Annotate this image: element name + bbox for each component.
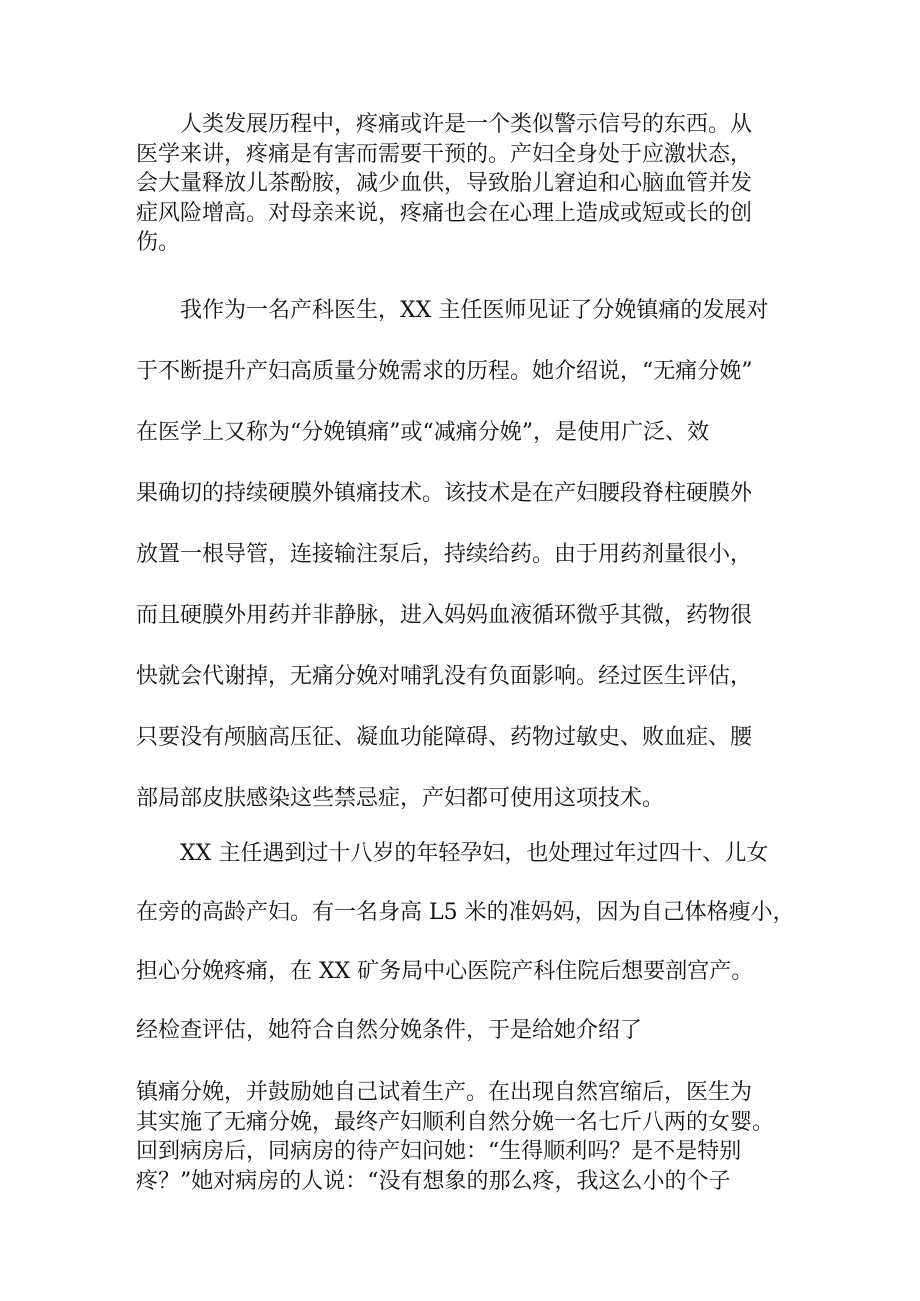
text-line: 镇痛分娩，并鼓励她自己试着生产。在出现自然宫缩后，医生为	[136, 1080, 753, 1105]
text-line: 担心分娩疼痛，在 XX 矿务局中心医院产科住院后想要剖宫产。	[136, 959, 754, 984]
text-line: 果确切的持续硬膜外镇痛技术。该技术是在产妇腰段脊柱硬膜外	[136, 481, 753, 506]
text-line: 只要没有颅脑高压征、凝血功能障碍、药物过敏史、败血症、腰	[136, 725, 753, 750]
paragraph-patient-case	[136, 824, 800, 1060]
text-line: 会大量释放儿茶酚胺，减少血供，导致胎儿窘迫和心脑血管并发	[136, 171, 753, 196]
text-line: 部局部皮肤感染这些禁忌症，产妇都可使用这项技术。	[136, 786, 665, 811]
text-line: 人类发展历程中，疼痛或许是一个类似警示信号的东西。从	[136, 112, 753, 137]
text-line: 其实施了无痛分娩，最终产妇顺利自然分娩一名七斤八两的女婴。	[136, 1109, 775, 1135]
text-line: 我作为一名产科医生，XX 主任医师见证了分娩镇痛的发展对	[136, 298, 769, 323]
text-line: 症风险增高。对母亲来说，疼痛也会在心理上造成或短或长的创	[136, 200, 753, 226]
text-line: 而且硬膜外用药并非静脉，进入妈妈血液循环微乎其微，药物很	[136, 603, 753, 628]
text-line: 快就会代谢掉，无痛分娩对哺乳没有负面影响。经过医生评估，	[136, 664, 753, 689]
text-line: 回到病房后，同病房的待产妇问她：“生得顺利吗？是不是特别	[136, 1139, 742, 1164]
paragraph-pain-warning	[136, 110, 800, 258]
text-line: 伤。	[136, 230, 181, 255]
paragraph-delivery-outcome	[136, 1078, 800, 1196]
text-line: 放置一根导管，连接输注泵后，持续给药。由于用药剂量很小，	[136, 542, 753, 567]
text-line: XX 主任遇到过十八岁的年轻孕妇，也处理过年过四十、儿女	[136, 841, 769, 866]
text-line: 疼？”她对病房的人说：“没有想象的那么疼，我这么小的个子	[136, 1168, 731, 1194]
text-line: 在医学上又称为“分娩镇痛”或“减痛分娩”，是使用广泛、效	[136, 420, 709, 445]
paragraph-epidural-analgesia	[136, 280, 800, 829]
text-line: 医学来讲，疼痛是有害而需要干预的。产妇全身处于应激状态，	[136, 141, 753, 167]
text-line: 于不断提升产妇高质量分娩需求的历程。她介绍说，“无痛分娩”	[136, 359, 753, 384]
text-line: 在旁的高龄产妇。有一名身高 L5 米的准妈妈，因为自己体格瘦小，	[136, 900, 795, 925]
text-line: 经检查评估，她符合自然分娩条件，于是给她介绍了	[136, 1018, 643, 1043]
